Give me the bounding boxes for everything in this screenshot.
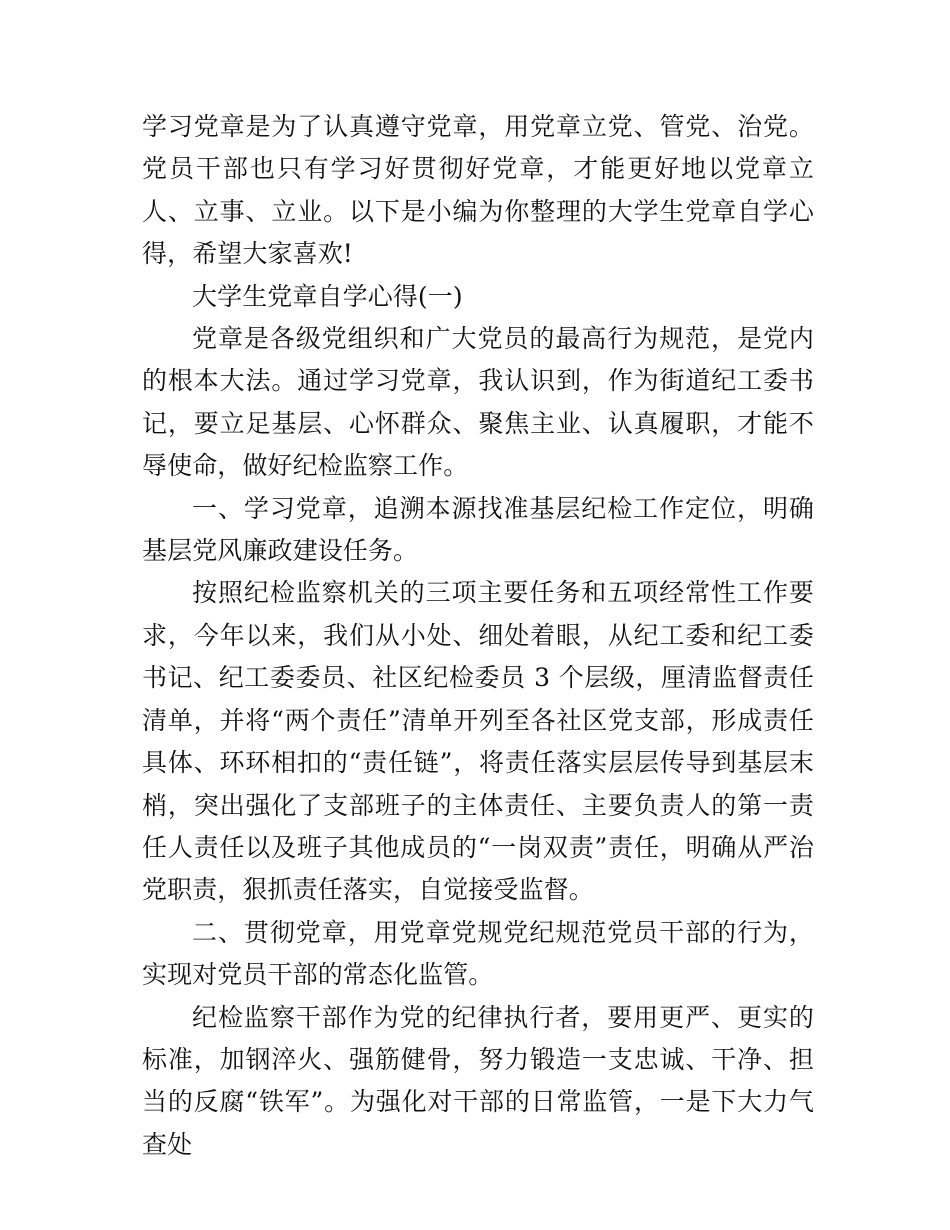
- document-body: [142, 106, 814, 1166]
- intro-paragraph: 学习党章是为了认真遵守党章，用党章立党、管党、治党。党员干部也只有学习好贯彻好党章，才能更好地以党章立人、立事、立业。以下是小编为你整理的大学生党章自学心得，希望大家喜欢!: [142, 112, 814, 269]
- section-heading-2: 二、贯彻党章，用党章党规党纪规范党员干部的行为，实现对党员干部的常态化监管。: [142, 917, 814, 990]
- section-heading-1: 一、学习党章，追溯本源找准基层纪检工作定位，明确基层党风廉政建设任务。: [142, 493, 814, 566]
- body-paragraph: 按照纪检监察机关的三项主要任务和五项经常性工作要求，今年以来，我们从小处、细处着眼，从纪工委和纪工委书记、纪工委委员、社区纪检委员 3 个层级，厘清监督责任清单，并将“两个责任”清单开列至各社区党支部，形成责任具体、环环相扣的“责任链”，将责任落实层层传导到基层末梢，突出强化了支部班子的主体责任、主要负责人的第一责任人责任以及班子其他成员的“一岗双责”责任，明确从严治党职责，狠抓责任落实，自觉接受监督。: [142, 578, 814, 905]
- body-paragraph: 纪检监察干部作为党的纪律执行者，要用更严、更实的标准，加钢淬火、强筋健骨，努力锻造一支忠诚、干净、担当的反腐“铁军”。为强化对干部的日常监管，一是下大力气查处: [142, 1002, 814, 1159]
- body-paragraph: 党章是各级党组织和广大党员的最高行为规范，是党内的根本大法。通过学习党章，我认识到，作为街道纪工委书记，要立足基层、心怀群众、聚焦主业、认真履职，才能不辱使命，做好纪检监察工作。: [142, 324, 814, 481]
- section-title: 大学生党章自学心得(一): [192, 281, 463, 311]
